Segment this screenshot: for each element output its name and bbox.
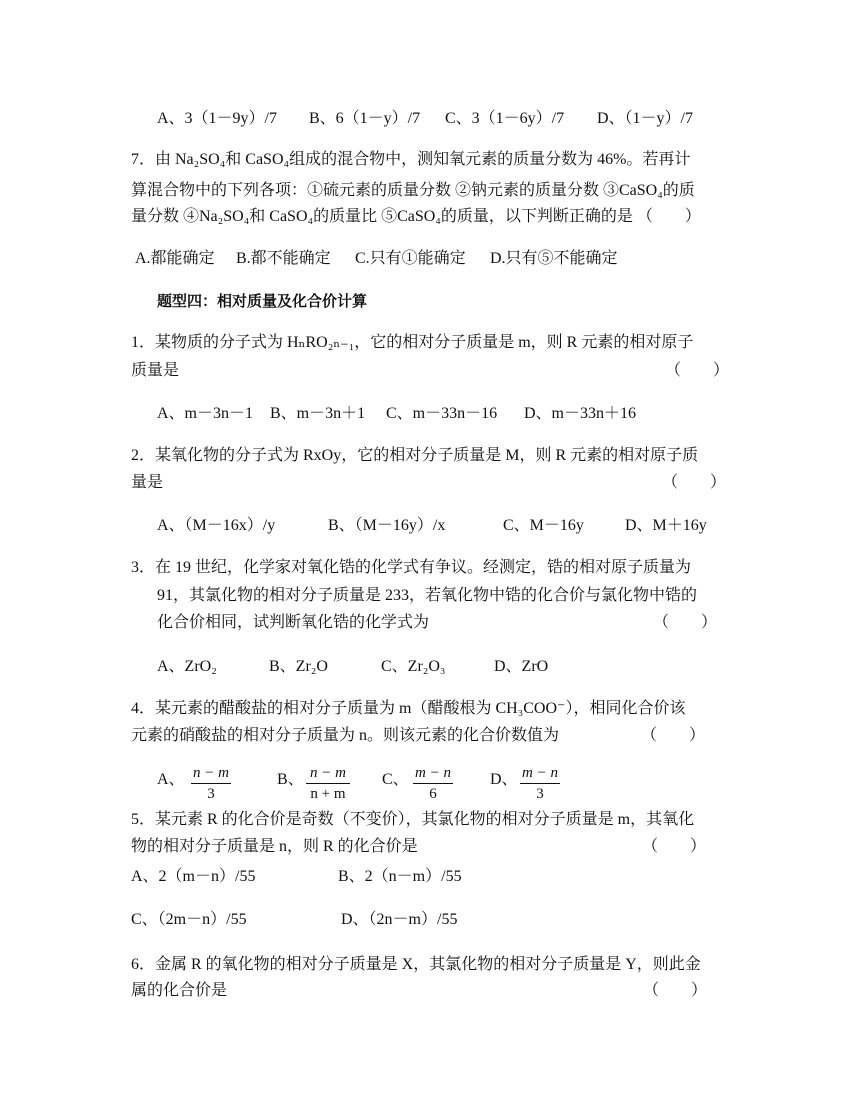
q4-option-a-fraction — [191, 764, 231, 804]
q1-text-line2: 质量是 — [131, 362, 180, 379]
q2-option-d: D、M＋16y — [625, 517, 707, 534]
q3-text-line1: 3．在 19 世纪，化学家对氧化锆的化学式有争议。经测定，锆的相对原子质量为 — [131, 559, 692, 576]
q7-text-line2: 算混合物中的下列各项：①硫元素的质量分数 ②钠元素的质量分数 ③CaSO₄的质 — [131, 182, 695, 199]
q5-answer-paren: （ ） — [642, 838, 707, 855]
q7-option-b: B.都不能确定 — [236, 250, 331, 267]
q4-text-line1: 4．某元素的醋酸盐的相对分子质量为 m（醋酸根为 CH₃COO⁻），相同化合价该 — [131, 700, 686, 717]
q4-option-c-denominator: 6 — [429, 786, 437, 802]
q4-option-d-denominator: 3 — [536, 786, 544, 802]
q4-option-c-label: C、 — [382, 771, 409, 788]
prev-option-a: A、3（1－9y）/7 — [157, 110, 278, 127]
q6-text-line2: 属的化合价是 — [131, 982, 228, 999]
q1-option-a: A、m－3n－1 — [157, 405, 254, 422]
q2-text-line2: 量是 — [131, 474, 164, 491]
q5-text-line1: 5．某元素 R 的化合价是奇数（不变价），其氯化物的相对分子质量是 m，其氧化 — [131, 811, 695, 828]
q4-answer-paren: （ ） — [641, 727, 706, 744]
q3-text-line3: 化合价相同，试判断氧化锆的化学式为 — [157, 614, 430, 631]
q4-option-b-numerator: n − m — [306, 764, 350, 784]
q2-option-b: B、（M－16y）/x — [328, 517, 446, 534]
q4-option-d-numerator: m − n — [520, 764, 560, 784]
q5-option-b: B、2（n－m）/55 — [338, 868, 462, 885]
q5-option-d: D、（2n－m）/55 — [341, 911, 458, 928]
q4-text-line2: 元素的硝酸盐的相对分子质量为 n。则该元素的化合价数值为 — [131, 727, 560, 744]
q3-option-a: A、ZrO₂ — [157, 658, 217, 675]
prev-option-c: C、3（1－6y）/7 — [445, 110, 565, 127]
q2-option-a: A、（M－16x）/y — [157, 517, 276, 534]
q3-text-line2: 91，其氯化物的相对分子质量是 233，若氧化物中锆的化合价与氯化物中锆的 — [157, 587, 698, 604]
q5-text-line2: 物的相对分子质量是 n，则 R 的化合价是 — [131, 838, 418, 855]
q7-option-c: C.只有①能确定 — [355, 250, 466, 267]
q4-option-c-numerator: m − n — [413, 764, 453, 784]
q3-option-d: D、ZrO — [494, 658, 549, 675]
q1-option-b: B、m－3n＋1 — [270, 405, 366, 422]
q5-option-a: A、2（m－n）/55 — [131, 868, 256, 885]
section-title: 题型四：相对质量及化合价计算 — [157, 292, 368, 310]
q2-text-line1: 2．某氧化物的分子式为 RxOy，它的相对分子质量是 M，则 R 元素的相对原子质 — [131, 447, 699, 464]
q3-option-b: B、Zr₂O — [269, 658, 328, 675]
q6-answer-paren: （ ） — [643, 982, 708, 999]
prev-option-d: D、（1－y）/7 — [597, 110, 694, 127]
q1-text-line1: 1．某物质的分子式为 HₙRO₂ₙ₋₁，它的相对分子质量是 m，则 R 元素的相对原子 — [131, 334, 694, 351]
q4-option-c-fraction — [413, 764, 453, 804]
q4-option-b-denominator: n + m — [310, 786, 346, 802]
prev-option-b: B、6（1－y）/7 — [309, 110, 421, 127]
q3-answer-paren: （ ） — [653, 614, 718, 631]
q4-option-d-label: D、 — [490, 771, 518, 788]
q4-option-a-label: A、 — [157, 771, 185, 788]
q4-option-b-label: B、 — [277, 771, 304, 788]
q7-text-line1: 7．由 Na₂SO₄和 CaSO₄组成的混合物中，测知氧元素的质量分数为 46%。若再计 — [131, 151, 691, 168]
q4-option-a-numerator: n − m — [191, 764, 231, 784]
q1-option-d: D、m－33n＋16 — [524, 405, 637, 422]
q1-answer-paren: （ ） — [665, 362, 730, 379]
q7-text-line3: 量分数 ④Na₂SO₄和 CaSO₄的质量比 ⑤CaSO₄的质量，以下判断正确的是 （ ） — [131, 208, 701, 225]
q2-option-c: C、M－16y — [503, 517, 584, 534]
q4-option-d-fraction — [520, 764, 560, 804]
q1-option-c: C、m－33n－16 — [386, 405, 498, 422]
q7-option-a: A.都能确定 — [135, 250, 215, 267]
q7-option-d: D.只有⑤不能确定 — [490, 250, 618, 267]
q5-option-c: C、（2m－n）/55 — [131, 911, 247, 928]
q6-text-line1: 6．金属 R 的氧化物的相对分子质量是 X，其氯化物的相对分子质量是 Y，则此金 — [131, 956, 701, 973]
q3-option-c: C、Zr₂O₃ — [381, 658, 446, 675]
q4-option-b-fraction — [306, 764, 350, 804]
q4-option-a-denominator: 3 — [207, 786, 215, 802]
q2-answer-paren: （ ） — [662, 474, 727, 491]
